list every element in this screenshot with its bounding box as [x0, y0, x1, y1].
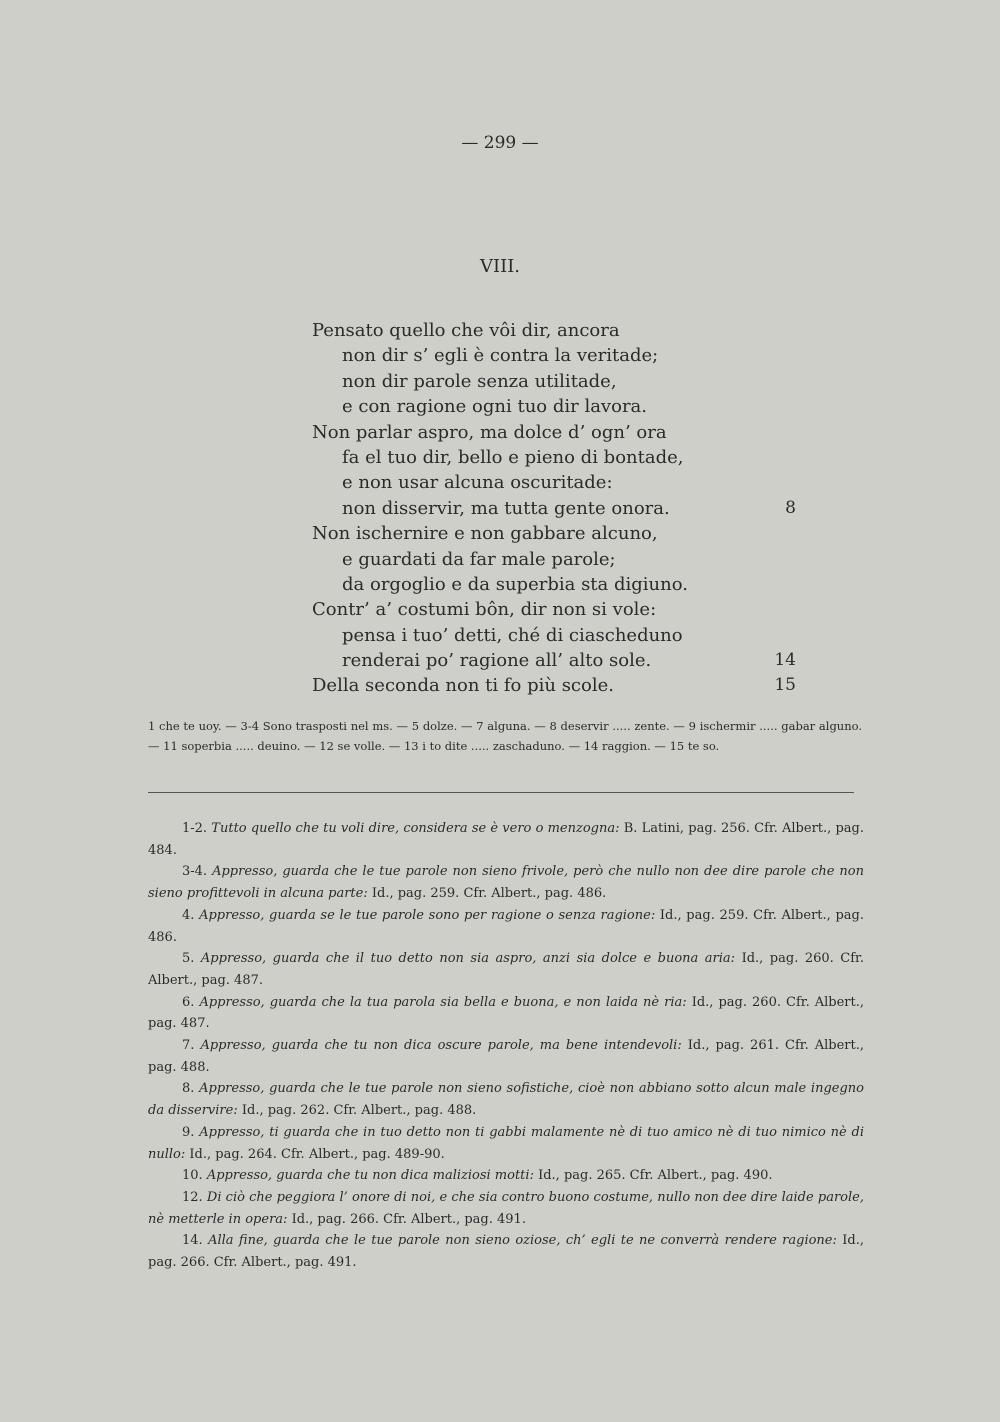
commentary-note — [148, 818, 864, 861]
note-text: Di ciò che peggiora l’ onore di noi, e che sia contro buono costume, nullo non dee dire laide parole, nè metterle in opera: — [148, 1189, 864, 1227]
poem-line-text: Della seconda non ti fo più scole. — [312, 675, 614, 697]
note-text: Appresso, guarda che tu non dica oscure parole, ma bene intendevoli: — [200, 1038, 682, 1054]
note-source: Id., pag. 259. Cfr. Albert., pag. 486. — [148, 907, 864, 945]
note-ref: 5. — [182, 951, 195, 967]
poem-line — [312, 623, 792, 648]
note-text: Appresso, guarda se le tue parole sono per ragione o senza ragione: — [199, 907, 656, 923]
note-ref: 14. — [182, 1233, 203, 1249]
note-source: Id., pag. 264. Cfr. Albert., pag. 489-90. — [189, 1146, 445, 1162]
commentary-note — [148, 1165, 864, 1187]
note-ref: 4. — [182, 907, 195, 923]
note-text: Appresso, guarda che la tua parola sia bella e buona, e non laida nè ria: — [199, 994, 687, 1010]
poem — [312, 318, 796, 699]
line-number: 15 — [774, 675, 796, 696]
note-source: Id., pag. 262. Cfr. Albert., pag. 488. — [241, 1103, 477, 1119]
note-source: Id., pag. 261. Cfr. Albert., pag. 488. — [148, 1038, 864, 1075]
poem-line — [312, 597, 792, 622]
poem-line-text: renderai po’ ragione all’ alto sole. — [342, 650, 652, 672]
note-source: Id., pag. 266. Cfr. Albert., pag. 491. — [291, 1211, 526, 1227]
line-number: 8 — [785, 497, 796, 518]
commentary-note — [148, 1230, 864, 1273]
page-number: — 299 — — [461, 133, 539, 153]
note-text: Appresso, guarda che le tue parole non sieno sofistiche, cioè non abbiano sotto alcun male ingegno da disservire: — [148, 1081, 864, 1119]
poem-line-text: Non ischernire e non gabbare alcuno, — [312, 523, 658, 545]
poem-line — [312, 420, 792, 445]
poem-line-text: non dir s’ egli è contra la veritade; — [342, 345, 659, 367]
note-source: Id., pag. 259. Cfr. Albert., pag. 486. — [371, 886, 607, 902]
poem-line — [312, 572, 792, 597]
poem-line-text: e guardati da far male parole; — [342, 548, 616, 570]
poem-line — [312, 470, 792, 495]
commentary-note — [148, 1035, 864, 1078]
poem-line-text: da orgoglio e da superbia sta digiuno. — [342, 573, 688, 595]
line-number: 14 — [774, 650, 796, 671]
commentary-note — [148, 1187, 864, 1230]
note-source: Id., pag. 266. Cfr. Albert., pag. 491. — [148, 1233, 864, 1271]
commentary-notes — [148, 818, 864, 1274]
footnote-divider — [148, 792, 854, 793]
note-ref: 10. — [182, 1168, 203, 1184]
note-text: Tutto quello che tu voli dire, considera se è vero o menzogna: — [211, 821, 620, 836]
note-text: Appresso, guarda che le tue parole non sieno frivole, però che nullo non dee dire parole che non sieno profittevoli in alcuna parte: — [148, 864, 864, 902]
commentary-note — [148, 861, 864, 904]
note-ref: 3-4. — [182, 864, 208, 880]
poem-line-text: non disservir, ma tutta gente onora. — [342, 497, 670, 519]
note-ref: 8. — [182, 1081, 195, 1097]
poem-line-text: Contr’ a’ costumi bôn, dir non si vole: — [312, 599, 657, 621]
note-text: Appresso, guarda che tu non dica maliziosi motti: — [206, 1168, 534, 1184]
note-text: Appresso, ti guarda che in tuo detto non ti gabbi malamente nè di tuo amico nè di tuo nimico nè di nullo: — [148, 1124, 864, 1162]
note-ref: 12. — [182, 1189, 203, 1205]
poem-line — [312, 394, 792, 419]
poem-line — [312, 496, 796, 521]
note-source: Id., pag. 260. Cfr. Albert., pag. 487. — [148, 951, 864, 988]
poem-line — [312, 673, 796, 698]
commentary-note — [148, 948, 864, 991]
textual-variants: 1 che te uoy. — 3-4 Sono trasposti nel ms. — 5 dolze. — 7 alguna. — 8 deservir ..... zente. — 9 ischermir ..... gabar alguno. — 11 soperbia ..... deuino. — 12 se volle. — 13 i to dite ..... zaschaduno. — 14 raggion. — 15 te so. — [148, 719, 862, 753]
section-title: VIII. — [479, 256, 521, 277]
poem-line-text: non dir parole senza utilitade, — [342, 370, 617, 392]
commentary-note — [148, 905, 864, 948]
poem-line — [312, 369, 792, 394]
poem-line — [312, 343, 792, 368]
poem-line-text: Non parlar aspro, ma dolce d’ ogn’ ora — [312, 421, 667, 443]
poem-line-text: fa el tuo dir, bello e pieno di bontade, — [342, 446, 684, 468]
note-text: Alla fine, guarda che le tue parole non sieno oziose, ch’ egli te ne converrà rendere ragione: — [208, 1233, 837, 1249]
note-ref: 9. — [182, 1124, 195, 1140]
note-source: Id., pag. 260. Cfr. Albert., pag. 487. — [148, 994, 864, 1032]
poem-line — [312, 318, 792, 343]
poem-line-text: e non usar alcuna oscuritade: — [342, 472, 613, 494]
note-source: Id., pag. 265. Cfr. Albert., pag. 490. — [538, 1168, 773, 1184]
poem-line-text: e con ragione ogni tuo dir lavora. — [342, 396, 647, 418]
poem-line — [312, 445, 792, 470]
poem-line — [312, 521, 792, 546]
note-ref: 7. — [182, 1038, 195, 1054]
note-ref: 6. — [182, 994, 195, 1010]
poem-line-text: Pensato quello che vôi dir, ancora — [312, 320, 620, 341]
note-ref: 1-2. — [182, 821, 208, 836]
poem-line — [312, 648, 796, 673]
poem-line-text: pensa i tuo’ detti, ché di ciascheduno — [342, 624, 683, 646]
note-text: Appresso, guarda che il tuo detto non sia aspro, anzi sia dolce e buona aria: — [200, 951, 736, 967]
poem-line — [312, 547, 792, 572]
note-source: B. Latini, pag. 256. Cfr. Albert., pag. 484. — [148, 821, 864, 858]
commentary-note — [148, 1122, 864, 1165]
commentary-note — [148, 992, 864, 1035]
commentary-note — [148, 1078, 864, 1121]
